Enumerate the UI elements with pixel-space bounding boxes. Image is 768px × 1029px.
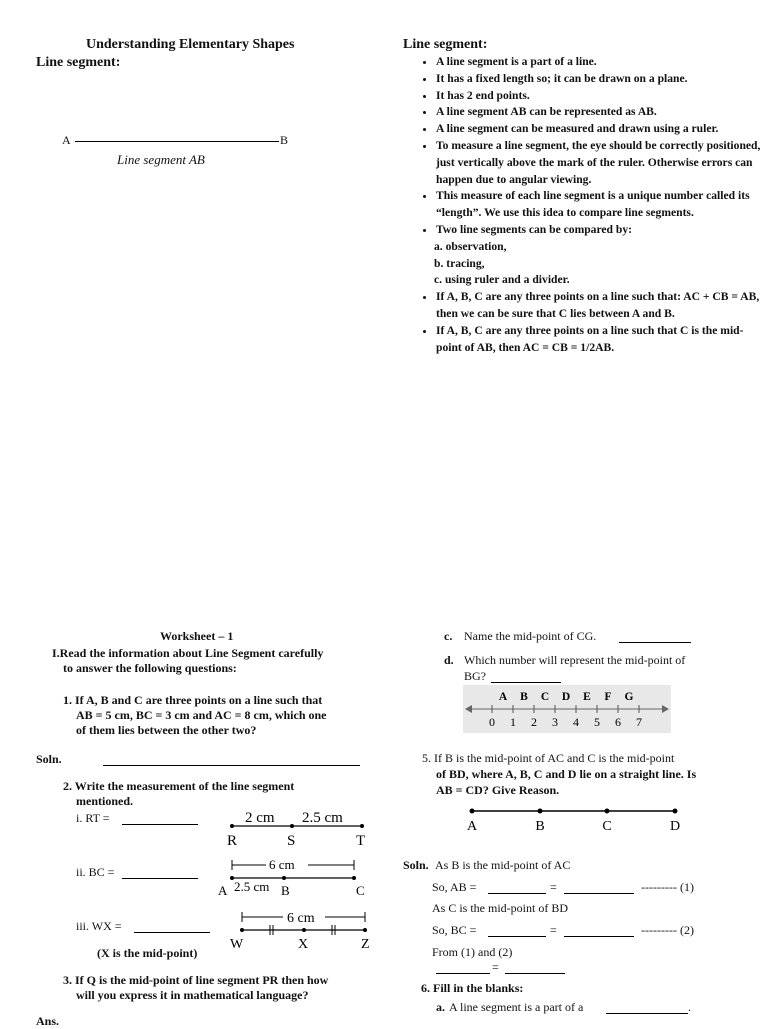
- label-w: W: [230, 937, 244, 952]
- ruler-letter: A: [498, 691, 508, 703]
- label-b: B: [535, 819, 545, 834]
- number-line-figure: [463, 685, 671, 733]
- q2-midpoint-note: (X is the mid-point): [97, 946, 198, 960]
- left-heading: Line segment:: [36, 55, 121, 70]
- q2-line-1: 2. Write the measurement of the line segment: [63, 779, 295, 793]
- point-s: [290, 824, 294, 828]
- label-c: C: [356, 883, 365, 898]
- q5-line-2: of BD, where A, B, C and D lie on a straight line. Is: [436, 767, 697, 781]
- ruler-letter: G: [624, 691, 634, 703]
- blank-conclusion-1[interactable]: [436, 973, 490, 974]
- q3-line-2: will you express it in mathematical language?: [76, 988, 309, 1002]
- fact-item: • A line segment AB can be represented as AB.: [436, 104, 766, 121]
- answer-line-qd[interactable]: [491, 682, 561, 683]
- point-b: [538, 809, 543, 814]
- fact-item: • If A, B, C are any three points on a line such that C is the mid-point of AB, then AC = CB = 1/2AB.: [436, 323, 766, 357]
- q1-line-1: 1. If A, B and C are three points on a line such that: [63, 693, 323, 707]
- q2-line-2: mentioned.: [76, 794, 133, 808]
- ruler-number: 6: [615, 715, 621, 729]
- answer-line-rt[interactable]: [122, 824, 198, 825]
- point-x: [302, 928, 306, 932]
- q2-iii-label: iii. WX =: [76, 919, 122, 933]
- line-segment-ab: [75, 141, 279, 142]
- facts-list: [418, 54, 766, 356]
- fact-item: • A line segment can be measured and drawn using a ruler.: [436, 121, 766, 138]
- ruler-number: 0: [489, 715, 495, 729]
- soln-line-3: As C is the mid-point of BD: [432, 901, 569, 915]
- q6a-label: a.: [436, 1000, 445, 1014]
- answer-line-wx[interactable]: [134, 932, 210, 933]
- q5-line-3: AB = CD? Give Reason.: [436, 783, 560, 797]
- instruction-line-2: to answer the following questions:: [63, 661, 237, 675]
- ruler-letter: D: [561, 691, 571, 703]
- point-w: [240, 928, 244, 932]
- caption-line-segment: Line segment AB: [117, 152, 205, 167]
- soln-line-6-eq: =: [492, 960, 499, 974]
- compare-method: c. using ruler and a divider.: [434, 273, 570, 287]
- fact-item: • If A, B, C are any three points on a line such that: AC + CB = AB, then we can be sure that C lies between A and B.: [436, 289, 766, 323]
- blank-q6a[interactable]: [606, 1013, 688, 1014]
- soln-line-2: So, AB =: [432, 880, 477, 894]
- length-ab: 2.5 cm: [234, 879, 270, 894]
- length-st: 2.5 cm: [302, 810, 343, 826]
- length-rs: 2 cm: [245, 810, 275, 826]
- q3-line-1: 3. If Q is the mid-point of line segment PR then how: [63, 973, 329, 987]
- ruler-number: 5: [594, 715, 600, 729]
- fact-item: • A line segment is a part of a line.: [436, 54, 766, 71]
- label-x: X: [298, 937, 309, 952]
- q6-heading: 6. Fill in the blanks:: [421, 981, 524, 995]
- ruler-letter: C: [540, 691, 550, 703]
- ruler-number: 1: [510, 715, 516, 729]
- point-t: [360, 824, 364, 828]
- soln-line-4-ref: --------- (2): [641, 923, 694, 937]
- soln-label-2: Soln.: [403, 858, 429, 872]
- blank-bc-2[interactable]: [564, 936, 634, 937]
- soln-line-4-eq: =: [550, 923, 557, 937]
- point-b: [282, 876, 286, 880]
- fact-item: • This measure of each line segment is a unique number called its “length”. We use this idea to compare line segments.: [436, 188, 766, 222]
- soln-label-1: Soln.: [36, 752, 62, 766]
- soln-line-2-ref: --------- (1): [641, 880, 694, 894]
- qd-text-1: Which number will represent the mid-point of: [464, 653, 686, 667]
- point-c: [352, 876, 356, 880]
- instruction-line-1: I.Read the information about Line Segment carefully: [52, 646, 324, 660]
- label-r: R: [227, 833, 238, 849]
- soln-line-1: As B is the mid-point of AC: [435, 858, 571, 872]
- label-d: D: [669, 819, 681, 834]
- blank-ab-2[interactable]: [564, 893, 634, 894]
- ruler-letter: F: [604, 691, 612, 703]
- fact-item: • To measure a line segment, the eye should be correctly positioned, just vertically above the mark of the ruler. Otherwise errors can happen due to angular viewing.: [436, 138, 766, 188]
- ans-label: Ans.: [36, 1014, 60, 1028]
- worksheet-title: Worksheet – 1: [160, 629, 234, 643]
- figure-rst: [225, 805, 370, 847]
- blank-ab-1[interactable]: [488, 893, 546, 894]
- point-b-label: B: [280, 133, 289, 147]
- qd-text-2: BG?: [464, 669, 486, 683]
- figure-wxz: [228, 908, 378, 954]
- point-c: [605, 809, 610, 814]
- q2-ii-label: ii. BC =: [76, 865, 115, 879]
- q6a-end: .: [688, 1000, 691, 1014]
- point-d: [673, 809, 678, 814]
- answer-line-q1[interactable]: [103, 765, 360, 766]
- qc-label: c.: [444, 629, 453, 643]
- figure-abc: [214, 855, 374, 905]
- blank-bc-1[interactable]: [488, 936, 546, 937]
- qc-text: Name the mid-point of CG.: [464, 629, 597, 643]
- ruler-number: 2: [531, 715, 537, 729]
- fact-item: • It has a fixed length so; it can be drawn on a plane.: [436, 71, 766, 88]
- length-wz: 6 cm: [287, 911, 315, 926]
- ruler-letter: E: [583, 691, 591, 703]
- label-t: T: [356, 833, 366, 849]
- label-a: A: [466, 819, 478, 834]
- fact-item: • Two line segments can be compared by:: [436, 222, 766, 239]
- page-title: Understanding Elementary Shapes: [86, 37, 295, 52]
- q5-line-1: 5. If B is the mid-point of AC and C is the mid-point: [422, 751, 675, 765]
- point-r: [230, 824, 234, 828]
- ruler-number: 7: [636, 715, 642, 729]
- answer-line-qc[interactable]: [619, 642, 691, 643]
- point-z: [363, 928, 367, 932]
- ruler-number: 4: [573, 715, 579, 729]
- figure-abcd: [462, 803, 687, 835]
- fact-item: • It has 2 end points.: [436, 88, 766, 105]
- point-a-label: A: [62, 133, 71, 147]
- length-ac: 6 cm: [269, 857, 295, 872]
- answer-line-bc[interactable]: [122, 878, 198, 879]
- point-a: [470, 809, 475, 814]
- soln-line-4: So, BC =: [432, 923, 477, 937]
- ruler-letter: B: [520, 691, 528, 703]
- soln-line-5: From (1) and (2): [432, 945, 513, 959]
- label-z: Z: [361, 937, 370, 952]
- label-b: B: [281, 883, 290, 898]
- right-heading: Line segment:: [403, 37, 488, 52]
- q2-i-label: i. RT =: [76, 811, 110, 825]
- q1-line-2: AB = 5 cm, BC = 3 cm and AC = 8 cm, which one: [76, 708, 327, 722]
- compare-method: a. observation,: [434, 239, 507, 253]
- blank-conclusion-2[interactable]: [505, 973, 565, 974]
- compare-method: b. tracing,: [434, 256, 485, 270]
- q6a-text: A line segment is a part of a: [449, 1000, 584, 1014]
- q1-line-3: of them lies between the other two?: [76, 723, 257, 737]
- label-s: S: [287, 833, 296, 849]
- label-a: A: [218, 883, 228, 898]
- label-c: C: [602, 819, 612, 834]
- qd-label: d.: [444, 653, 454, 667]
- ruler-number: 3: [552, 715, 558, 729]
- soln-line-2-eq: =: [550, 880, 557, 894]
